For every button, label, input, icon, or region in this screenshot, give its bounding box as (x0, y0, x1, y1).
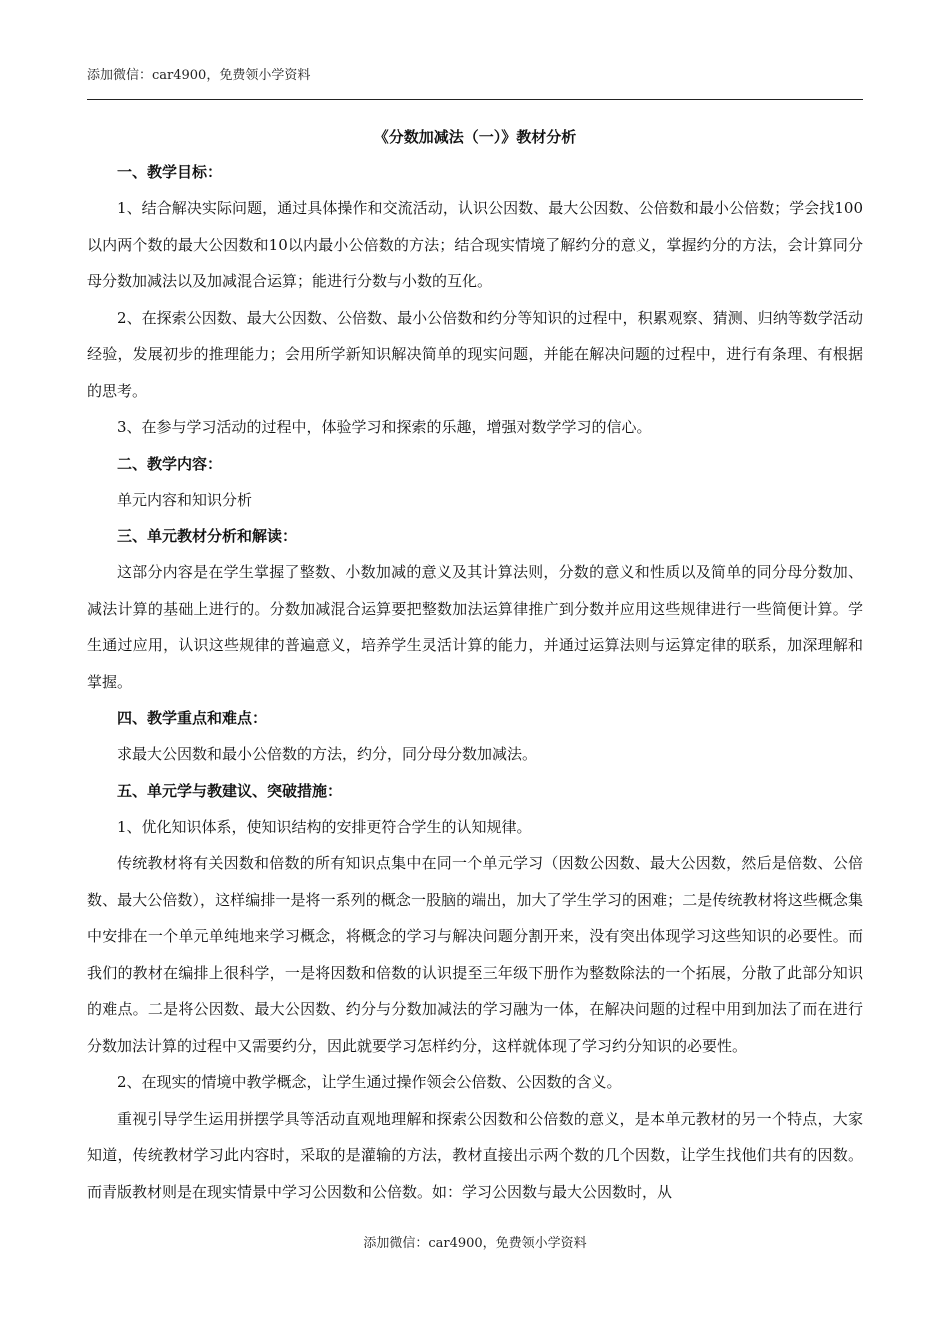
suggestion-1-body: 传统教材将有关因数和倍数的所有知识点集中在同一个单元学习（因数公因数、最大公因数，然后是倍数、公倍数、最大公倍数），这样编排一是将一系列的概念一股脑的端出，加大了学生学习的困难；二是传统教材将这些概念集中安排在一个单元单纯地来学习概念，将概念的学习与解决问题分割开来，没有突出体现学习这些知识的必要性。而我们的教材在编排上很科学，一是将因数和倍数的认识提至三年级下册作为整数除法的一个拓展，分散了此部分知识的难点。二是将公因数、最大公因数、约分与分数加减法的学习融为一体，在解决问题的过程中用到加法了而在进行分数加法计算的过程中又需要约分，因此就要学习怎样约分，这样就体现了学习约分知识的必要性。 (87, 854, 863, 1055)
key-points-paragraph: 求最大公因数和最小公倍数的方法，约分，同分母分数加减法。 (117, 745, 538, 763)
document-title: 《分数加减法（一）》教材分析 (373, 128, 577, 146)
goal-paragraph-2: 2、在探索公因数、最大公因数、公倍数、最小公倍数和约分等知识的过程中，积累观察、猜测、归纳等数学活动经验，发展初步的推理能力；会用所学新知识解决简单的现实问题，并能在解决问题的过程中，进行有条理、有根据的思考。 (87, 308, 863, 400)
section-heading-analysis: 三、单元教材分析和解读： (117, 527, 298, 545)
suggestion-2-title: 2、在现实的情境中教学概念，让学生通过操作领会公倍数、公因数的含义。 (117, 1073, 622, 1091)
goal-paragraph-1: 1、结合解决实际问题，通过具体操作和交流活动，认识公因数、最大公因数、公倍数和最小公倍数；学会找100以内两个数的最大公因数和10以内最小公倍数的方法；结合现实情境了解约分的意义，掌握约分的方法，会计算同分母分数加减法以及加减混合运算；能进行分数与小数的互化。 (87, 199, 863, 290)
page-header-text: 添加微信：car4900，免费领小学资料 (87, 68, 311, 83)
section-heading-key-points: 四、教学重点和难点： (117, 709, 268, 727)
goal-paragraph-3: 3、在参与学习活动的过程中，体验学习和探索的乐趣，增强对数学学习的信心。 (117, 418, 652, 436)
section-heading-suggestions: 五、单元学与教建议、突破措施： (117, 781, 343, 800)
analysis-paragraph: 这部分内容是在学生掌握了整数、小数加减的意义及其计算法则，分数的意义和性质以及简单的同分母分数加、减法计算的基础上进行的。分数加减混合运算要把整数加法运算律推广到分数并应用这些规律进行一些简便计算。学生通过应用，认识这些规律的普遍意义，培养学生灵活计算的能力，并通过运算法则与运算定律的联系，加深理解和掌握。 (87, 563, 863, 691)
header-divider (87, 99, 863, 100)
page-footer-text: 添加微信：car4900，免费领小学资料 (363, 1236, 587, 1251)
section-heading-content: 二、教学内容： (117, 454, 223, 473)
content-paragraph: 单元内容和知识分析 (117, 490, 253, 509)
section-heading-goals: 一、教学目标： (117, 163, 223, 181)
suggestion-2-body: 重视引导学生运用拼摆学具等活动直观地理解和探索公因数和公倍数的意义，是本单元教材的另一个特点，大家知道，传统教材学习此内容时，采取的是灌输的方法，教材直接出示两个数的几个因数，让学生找他们共有的因数。而青版教材则是在现实情景中学习公因数和公倍数。如：学习公因数与最大公因数时，从 (87, 1109, 863, 1201)
document-body (87, 120, 863, 1210)
suggestion-1-title: 1、优化知识体系，使知识结构的安排更符合学生的认知规律。 (117, 817, 532, 836)
